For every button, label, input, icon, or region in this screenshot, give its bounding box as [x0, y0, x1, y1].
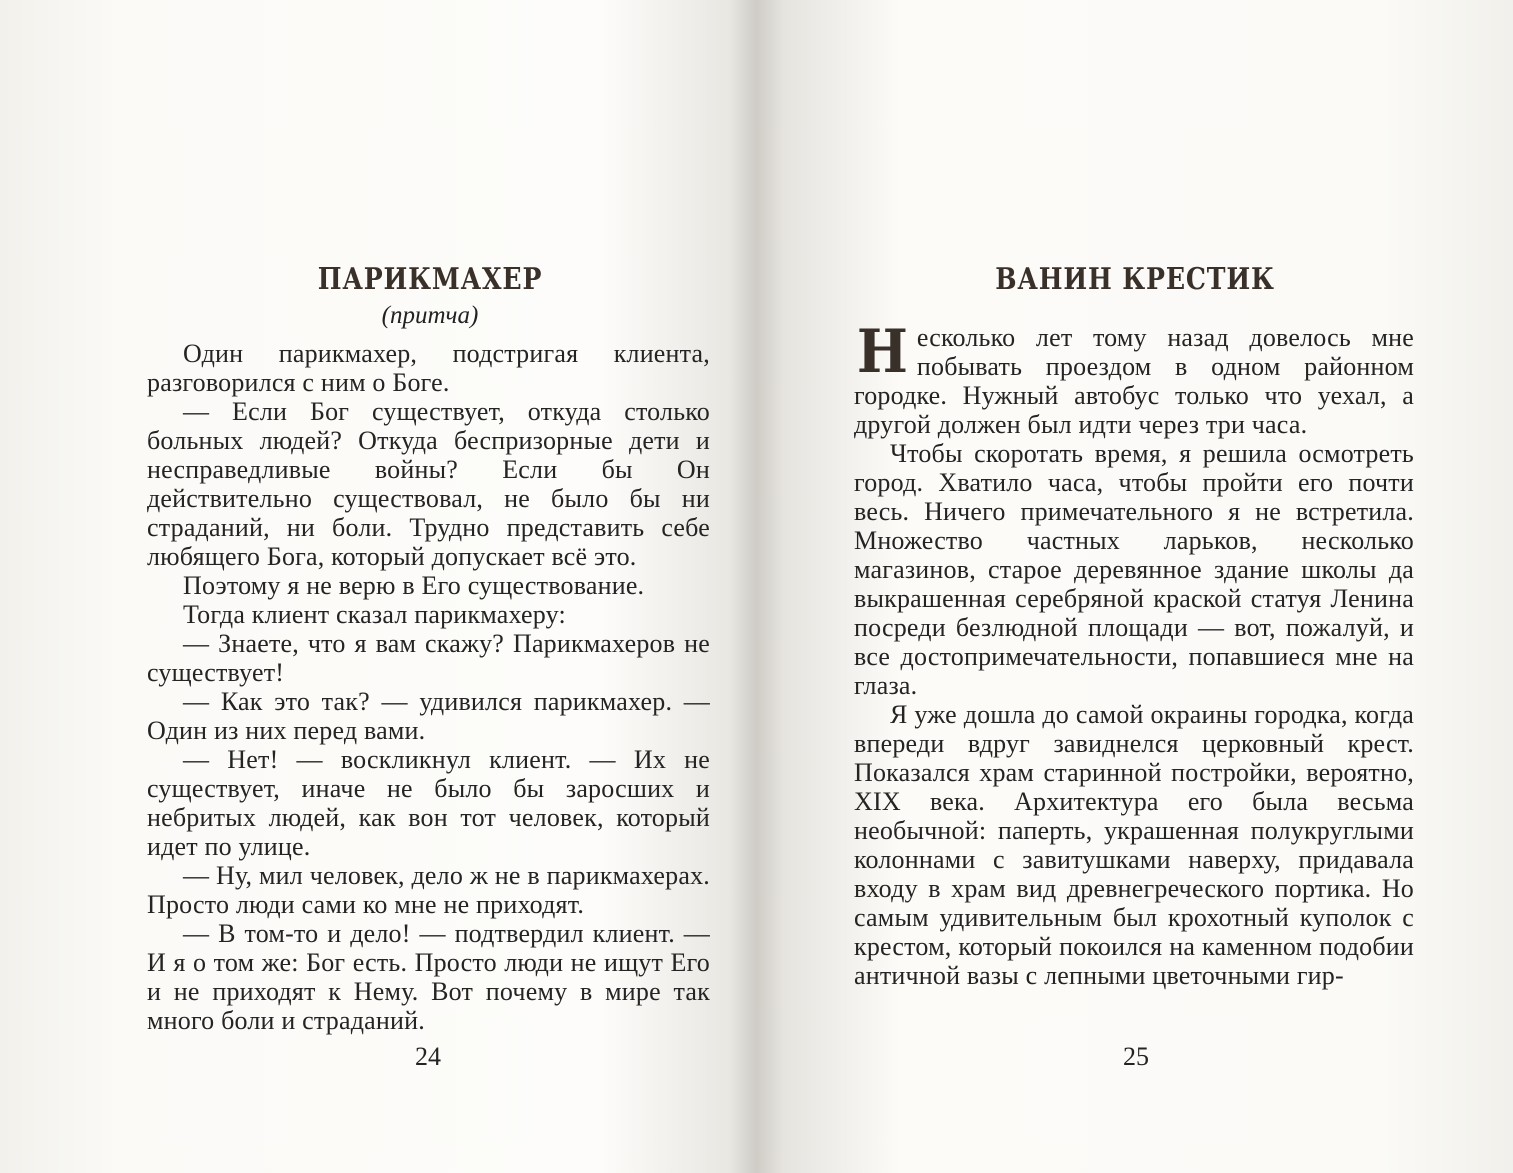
paragraph — [854, 317, 1414, 439]
paragraph: Тогда клиент сказал парикмахеру: — [183, 600, 566, 629]
story-title-right: ВАНИН КРЕСТИК — [995, 262, 1275, 297]
paragraph: — Ну, мил человек, дело ж не в парикмахерах. Просто люди сами ко мне не приходят. — [147, 861, 710, 919]
paragraph: Один парикмахер, подстригая клиента, разговорился с ним о Боге. — [147, 339, 710, 397]
drop-cap: Н — [856, 317, 909, 387]
page-number-right: 25 — [1123, 1042, 1149, 1071]
story-subtitle: (притча) — [381, 302, 479, 329]
right-page — [756, 0, 1513, 1173]
story-body-right — [854, 317, 1414, 990]
paragraph: — Если Бог существует, откуда столько больных людей? Откуда беспризорные дети и несправедливые войны? Если бы Он действительно существовал, не было бы ни страданий, ни боли. Трудно представить себе любящего Бога, который допускает всё это. — [147, 397, 710, 571]
paragraph: — Как это так? — удивился парикмахер. — Один из них перед вами. — [147, 687, 710, 745]
left-page — [0, 0, 756, 1173]
paragraph: Я уже дошла до самой окраины городка, когда впереди вдруг завиднелся церковный крест. Показался храм старинной постройки, вероятно, XIX века. Архитектура его была весьма необычной: паперть, украшенная полукруглыми колоннами с завитушками наверху, придавала входу в храм вид древнегреческого портика. Но самым удивительным был крохотный куполок с крестом, который покоился на каменном подобии античной вазы с лепными цветочными гир- — [854, 700, 1414, 990]
paragraph: — Знаете, что я вам скажу? Парикмахеров не существует! — [147, 629, 710, 687]
story-title-left: ПАРИКМАХЕР — [317, 262, 543, 297]
paragraph-text: есколько лет тому назад довелось мне побывать проездом в одном районном городке. Нужный автобус только что уехал, а другой должен был идти через три часа. — [854, 323, 1414, 439]
paragraph: Чтобы скоротать время, я решила осмотреть город. Хватило часа, чтобы пройти его почти весь. Ничего примечательного я не встретила. Множество частных ларьков, несколько магазинов, старое деревянное здание школы да выкрашенная серебряной краской статуя Ленина посреди безлюдной площади — вот, пожалуй, и все достопримечательности, попавшиеся мне на глаза. — [854, 439, 1414, 700]
paragraph: — Нет! — воскликнул клиент. — Их не существует, иначе не было бы заросших и небритых людей, как вон тот человек, который идет по улице. — [147, 745, 710, 861]
paragraph: Поэтому я не верю в Его существование. — [183, 571, 645, 600]
page-number-left: 24 — [415, 1042, 441, 1071]
paragraph: — В том-то и дело! — подтвердил клиент. — И я о том же: Бог есть. Просто люди не ищут Его и не приходят к Нему. Вот почему в мире так много боли и страданий. — [147, 919, 710, 1035]
story-body-left — [147, 339, 710, 1035]
